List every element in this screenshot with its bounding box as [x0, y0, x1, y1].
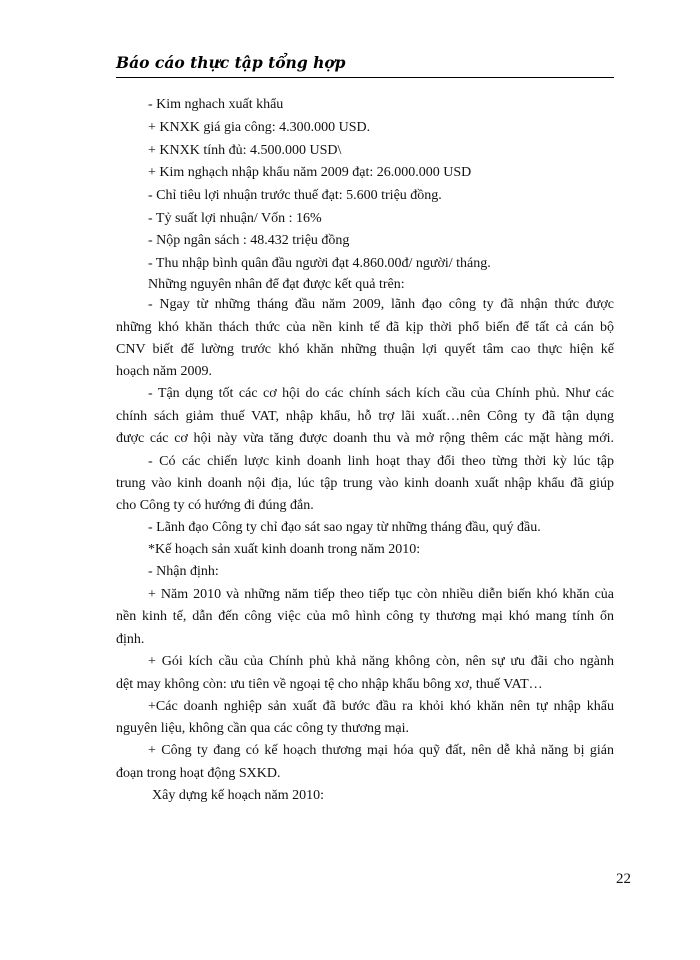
text-line: Những nguyên nhân để đạt được kết quả trên: — [148, 277, 405, 292]
text-line: cho Công ty có hướng đi đúng đắn. — [116, 498, 314, 513]
text-line: + KNXK tính đủ: 4.500.000 USD\ — [148, 143, 342, 158]
text-line: + Năm 2010 và những năm tiếp theo tiếp tục còn nhiều diễn biến khó khăn của — [148, 587, 614, 602]
text-line: - Lãnh đạo Công ty chỉ đạo sát sao ngay từ những tháng đầu, quý đầu. — [148, 520, 541, 535]
text-line: - Có các chiến lược kinh doanh linh hoạt thay đổi theo từng thời kỳ lúc tập — [148, 454, 614, 469]
text-line: +Các doanh nghiệp sản xuất đã bước đầu ra khỏi khó khăn nên tự nhập khẩu — [148, 699, 614, 714]
text-line: - Nhận định: — [148, 564, 219, 579]
text-line: được các cơ hội này vừa tăng được doanh thu và mở rộng thêm các mặt hàng mới. — [116, 431, 614, 446]
header-rule — [116, 77, 614, 78]
text-line: + KNXK giá gia công: 4.300.000 USD. — [148, 120, 371, 135]
text-line: định. — [116, 632, 145, 647]
text-line: CNV biết để lường trước khó khăn những thuận lợi quyết tâm cao thực hiện kế — [116, 342, 614, 357]
text-line: trung vào kinh doanh nội địa, lúc tập trung vào kinh doanh xuất nhập khẩu đã giúp — [116, 476, 614, 491]
text-line: - Tận dụng tốt các cơ hội do các chính sách kích cầu của Chính phủ. Như các — [148, 386, 614, 401]
page-header-title: Báo cáo thực tập tổng hợp — [116, 53, 346, 72]
text-line: dệt may không còn: ưu tiên về ngoại tệ cho nhập khẩu bông xơ, thuế VAT… — [116, 677, 543, 692]
text-line: Xây dựng kế hoạch năm 2010: — [152, 788, 325, 803]
text-line: - Thu nhập bình quân đầu người đạt 4.860.00đ/ người/ tháng. — [148, 256, 491, 271]
text-line: - Nộp ngân sách : 48.432 triệu đồng — [148, 233, 350, 248]
text-line: đoạn trong hoạt động SXKD. — [116, 766, 281, 781]
text-line: - Ngay từ những tháng đầu năm 2009, lãnh đạo công ty đã nhận thức được — [148, 297, 614, 312]
text-line: - Tỷ suất lợi nhuận/ Vốn : 16% — [148, 211, 322, 226]
text-line: hoạch năm 2009. — [116, 364, 213, 379]
text-line: + Kim nghạch nhập khẩu năm 2009 đạt: 26.000.000 USD — [148, 165, 472, 180]
text-line: nền kinh tế, dẫn đến công việc của mô hình công ty thương mại khó mang tính ổn — [116, 609, 614, 624]
text-line: chính sách giảm thuế VAT, nhập khẩu, hỗ trợ lãi xuất…nên Công ty đã tận dụng — [116, 409, 614, 424]
text-line: những khó khăn thách thức của nền kinh tế đã kịp thời phổ biến để tất cả cán bộ — [116, 320, 614, 335]
text-line: - Chỉ tiêu lợi nhuận trước thuế đạt: 5.600 triệu đồng. — [148, 188, 442, 203]
page-number: 22 — [616, 871, 631, 887]
text-line: + Công ty đang có kế hoạch thương mại hóa quỹ đất, nên dễ khả năng bị gián — [148, 743, 614, 758]
text-line: nguyên liệu, không cần qua các công ty thương mại. — [116, 721, 409, 736]
text-line: - Kim nghach xuất khẩu — [148, 97, 284, 112]
text-line: + Gói kích cầu của Chính phủ khả năng không còn, nên sự ưu đãi cho ngành — [148, 654, 614, 669]
text-line: *Kế hoạch sản xuất kinh doanh trong năm 2010: — [148, 542, 421, 557]
